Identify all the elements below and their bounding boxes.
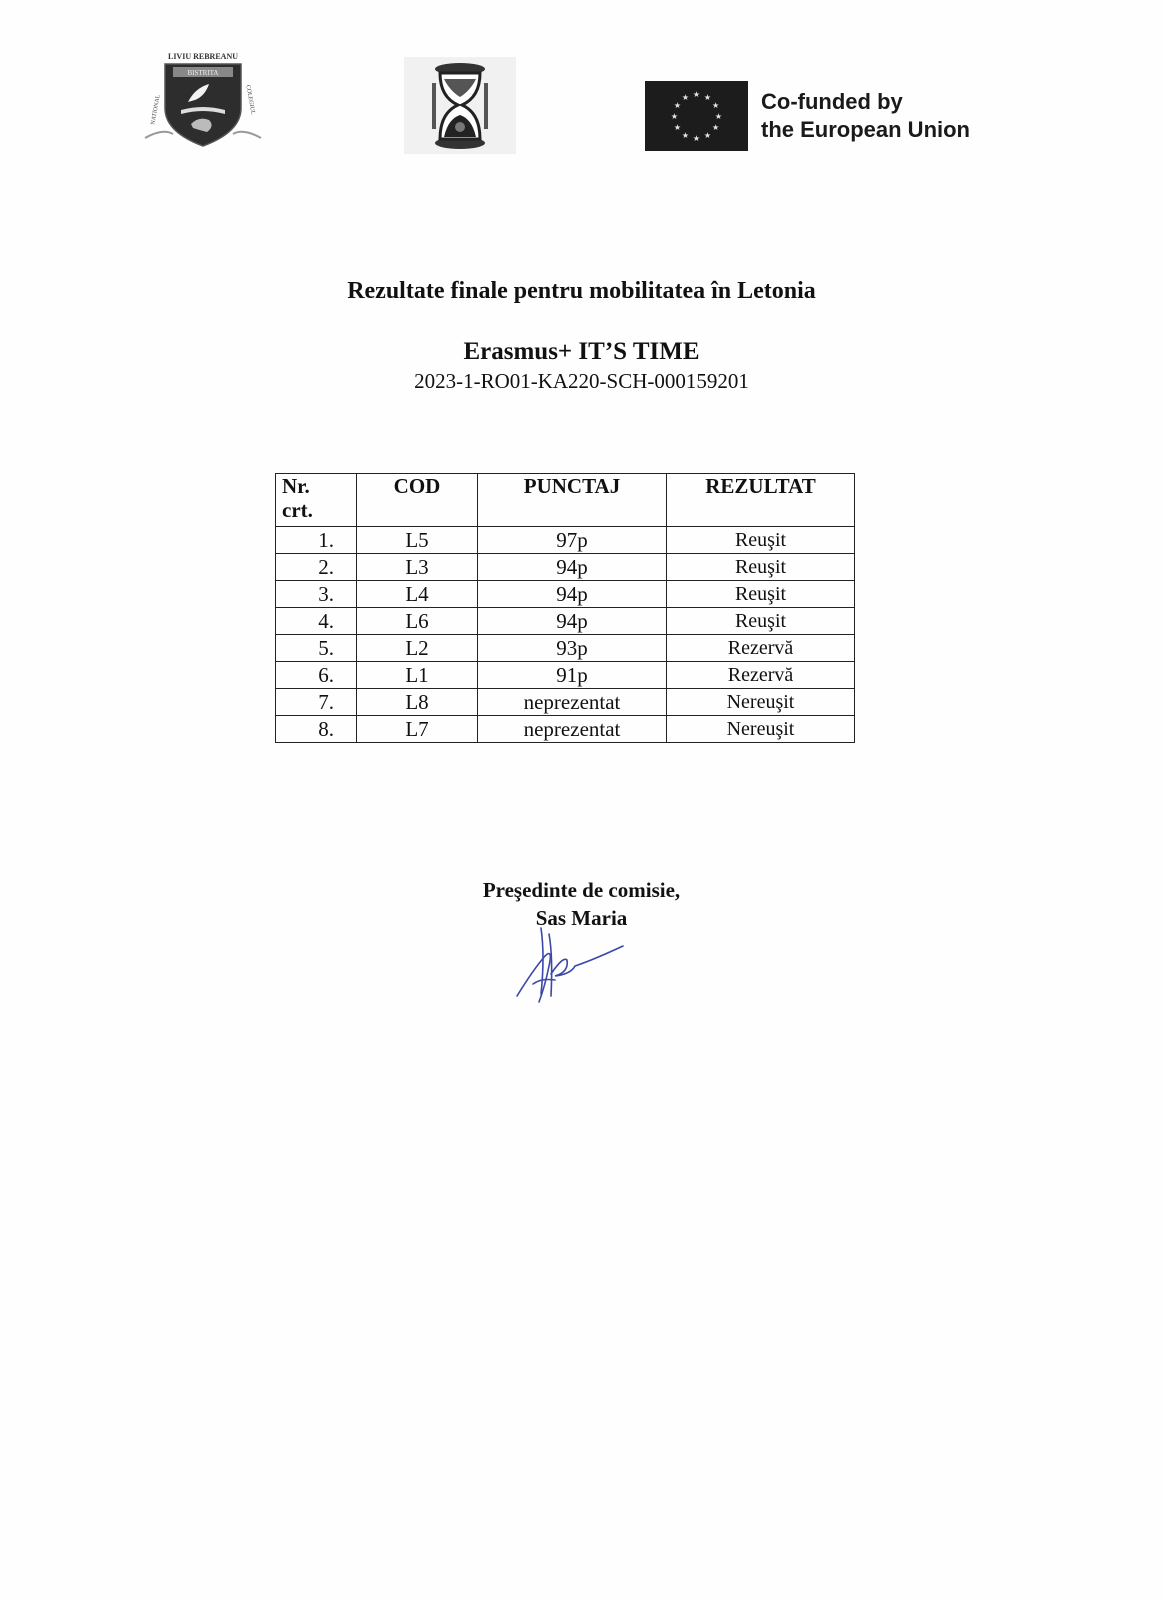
handwritten-signature-icon <box>515 926 635 1008</box>
document-title: Rezultate finale pentru mobilitatea în Letonia <box>347 278 816 304</box>
cell-punctaj: 94p <box>478 608 667 635</box>
table-row <box>276 608 855 635</box>
eu-star-icon: ★ <box>714 112 723 121</box>
eu-star-icon: ★ <box>681 92 690 102</box>
cell-nr: 5. <box>276 635 357 662</box>
cell-rezultat: Reuşit <box>667 581 855 608</box>
cell-cod: L1 <box>357 662 478 689</box>
cell-rezultat: Rezervă <box>667 635 855 662</box>
crest-right-text: COLEGIUL <box>244 84 256 116</box>
eu-star-icon: ★ <box>712 123 720 132</box>
cell-cod: L5 <box>357 527 478 554</box>
eu-text-line-2: the European Union <box>761 117 970 142</box>
eu-star-icon: ★ <box>703 131 712 141</box>
eu-star-icon: ★ <box>703 92 712 102</box>
eu-flag-icon <box>645 81 748 151</box>
cell-punctaj: 94p <box>478 581 667 608</box>
header-cod: COD <box>357 474 478 527</box>
eu-funding-text <box>761 88 1021 144</box>
cell-cod: L8 <box>357 689 478 716</box>
table-header-row <box>276 474 855 527</box>
cell-cod: L7 <box>357 716 478 743</box>
cell-rezultat: Reuşit <box>667 554 855 581</box>
cell-punctaj: neprezentat <box>478 716 667 743</box>
header-nr-line1: Nr. <box>282 474 310 498</box>
crest-center-text: BISTRITA <box>187 69 219 77</box>
hourglass-icon <box>404 57 516 154</box>
eu-star-icon: ★ <box>692 134 701 143</box>
header-rezultat: REZULTAT <box>667 474 855 527</box>
table-row <box>276 581 855 608</box>
table-row <box>276 527 855 554</box>
header-nr <box>276 474 357 527</box>
school-crest-icon <box>143 50 263 150</box>
cell-rezultat: Rezervă <box>667 662 855 689</box>
cell-cod: L2 <box>357 635 478 662</box>
cell-nr: 1. <box>276 527 357 554</box>
cell-nr: 8. <box>276 716 357 743</box>
cell-punctaj: 91p <box>478 662 667 689</box>
cell-punctaj: 93p <box>478 635 667 662</box>
table-row <box>276 662 855 689</box>
signature-block <box>0 876 1163 932</box>
eu-text-line-1: Co-funded by <box>761 89 903 114</box>
cell-punctaj: 94p <box>478 554 667 581</box>
cell-nr: 4. <box>276 608 357 635</box>
cell-cod: L6 <box>357 608 478 635</box>
cell-nr: 3. <box>276 581 357 608</box>
table-row <box>276 635 855 662</box>
table-row <box>276 716 855 743</box>
eu-star-icon: ★ <box>681 131 690 141</box>
cell-cod: L3 <box>357 554 478 581</box>
eu-star-icon: ★ <box>712 101 720 110</box>
eu-star-icon: ★ <box>692 90 701 99</box>
eu-star-icon: ★ <box>673 123 681 132</box>
cell-nr: 6. <box>276 662 357 689</box>
document-subtitle: Erasmus+ IT’S TIME <box>463 338 700 365</box>
cell-rezultat: Nereuşit <box>667 689 855 716</box>
header-punctaj: PUNCTAJ <box>478 474 667 527</box>
cell-punctaj: 97p <box>478 527 667 554</box>
crest-top-text: LIVIU REBREANU <box>167 52 239 61</box>
cell-rezultat: Reuşit <box>667 608 855 635</box>
cell-nr: 7. <box>276 689 357 716</box>
eu-star-icon: ★ <box>670 112 679 121</box>
crest-left-text: NATIONAL <box>150 94 162 126</box>
table-row <box>276 689 855 716</box>
signatory-name: Sas Maria <box>535 906 628 930</box>
cell-punctaj: neprezentat <box>478 689 667 716</box>
results-table <box>275 473 855 743</box>
header-nr-line2: crt. <box>282 498 313 522</box>
signatory-role: Preşedinte de comisie, <box>482 878 681 902</box>
cell-rezultat: Reuşit <box>667 527 855 554</box>
eu-star-icon: ★ <box>673 101 681 110</box>
table-row <box>276 554 855 581</box>
cell-nr: 2. <box>276 554 357 581</box>
project-code: 2023-1-RO01-KA220-SCH-000159201 <box>414 369 749 393</box>
cell-cod: L4 <box>357 581 478 608</box>
cell-rezultat: Nereuşit <box>667 716 855 743</box>
